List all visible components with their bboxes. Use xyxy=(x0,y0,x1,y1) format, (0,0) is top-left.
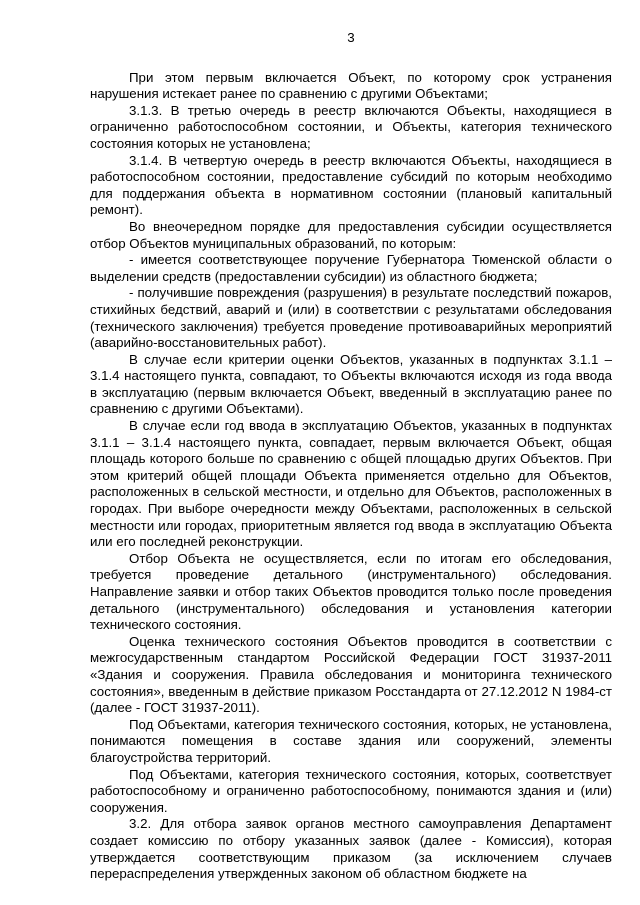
paragraph-6: - получившие повреждения (разрушения) в результате последствий пожаров, стихийных бедствий, аварий и (или) в соответствии с результатами обследования (технического заключения) требуется проведение противоаварийных мероприятий (аварийно-восстановительных работ). xyxy=(90,285,612,351)
paragraph-1: При этом первым включается Объект, по которому срок устранения нарушения истекает ранее по сравнению с другими Объектами; xyxy=(90,69,612,102)
paragraph-7: В случае если критерии оценки Объектов, указанных в подпунктах 3.1.1 – 3.1.4 настоящего пункта, совпадают, то Объекты включаются исходя из года ввода в эксплуатацию (первым включается Объект, введенный в эксплуатацию ранее по сравнению с другими Объектами). xyxy=(90,351,612,417)
paragraph-10: Оценка технического состояния Объектов проводится в соответствии с межгосударственным стандартом Российской Федерации ГОСТ 31937-2011 «Здания и сооружения. Правила обследования и мониторинга технического состояния», введенным в действие приказом Росстандарта от 27.12.2012 N 1984-ст (далее - ГОСТ 31937-2011). xyxy=(90,633,612,716)
paragraph-8: В случае если год ввода в эксплуатацию Объектов, указанных в подпунктах 3.1.1 – 3.1.4 настоящего пункта, совпадает, первым включается Объект, общая площадь которого больше по сравнению с общей площадью других Объектов. При этом критерий общей площади Объекта применяется отдельно для Объектов, расположенных в сельской местности, и отдельно для Объектов, расположенных в городах. При выборе очередности между Объектами, расположенных в сельской местности или городах, приоритетным является год ввода в эксплуатацию Объекта или его последней реконструкции. xyxy=(90,418,612,550)
paragraph-3: 3.1.4. В четвертую очередь в реестр включаются Объекты, находящиеся в работоспособном состоянии, предоставление субсидий по которым необходимо для поддержания объекта в нормативном состоянии (плановый капитальный ремонт). xyxy=(90,152,612,218)
paragraph-9: Отбор Объекта не осуществляется, если по итогам его обследования, требуется проведение детального (инструментального) обследования. Направление заявки и отбор таких Объектов проводится только после проведения детального (инструментального) обследования и установления категории технического состояния. xyxy=(90,550,612,633)
document-page xyxy=(90,30,612,883)
paragraph-4: Во внеочередном порядке для предоставления субсидии осуществляется отбор Объектов муниципальных образований, по которым: xyxy=(90,218,612,251)
page-number: 3 xyxy=(347,30,355,45)
paragraph-12: Под Объектами, категория технического состояния, которых, соответствует работоспособному и ограниченно работоспособному, понимаются здания и (или) сооружения. xyxy=(90,766,612,815)
paragraph-2: 3.1.3. В третью очередь в реестр включаются Объекты, находящиеся в ограниченно работоспособном состоянии, и Объекты, категория технического состояния которых не установлена; xyxy=(90,102,612,151)
paragraph-5: - имеется соответствующее поручение Губернатора Тюменской области о выделении средств (предоставлении субсидии) из областного бюджета; xyxy=(90,252,612,284)
paragraph-13: 3.2. Для отбора заявок органов местного самоуправления Департамент создает комиссию по отбору указанных заявок (далее - Комиссия), которая утверждается соответствующим приказом (за исключением случаев перераспределения утвержденных законом об областном бюджете на xyxy=(90,816,612,882)
paragraph-11: Под Объектами, категория технического состояния, которых, не установлена, понимаются помещения в составе здания или сооружений, элементы благоустройства территорий. xyxy=(90,716,612,765)
